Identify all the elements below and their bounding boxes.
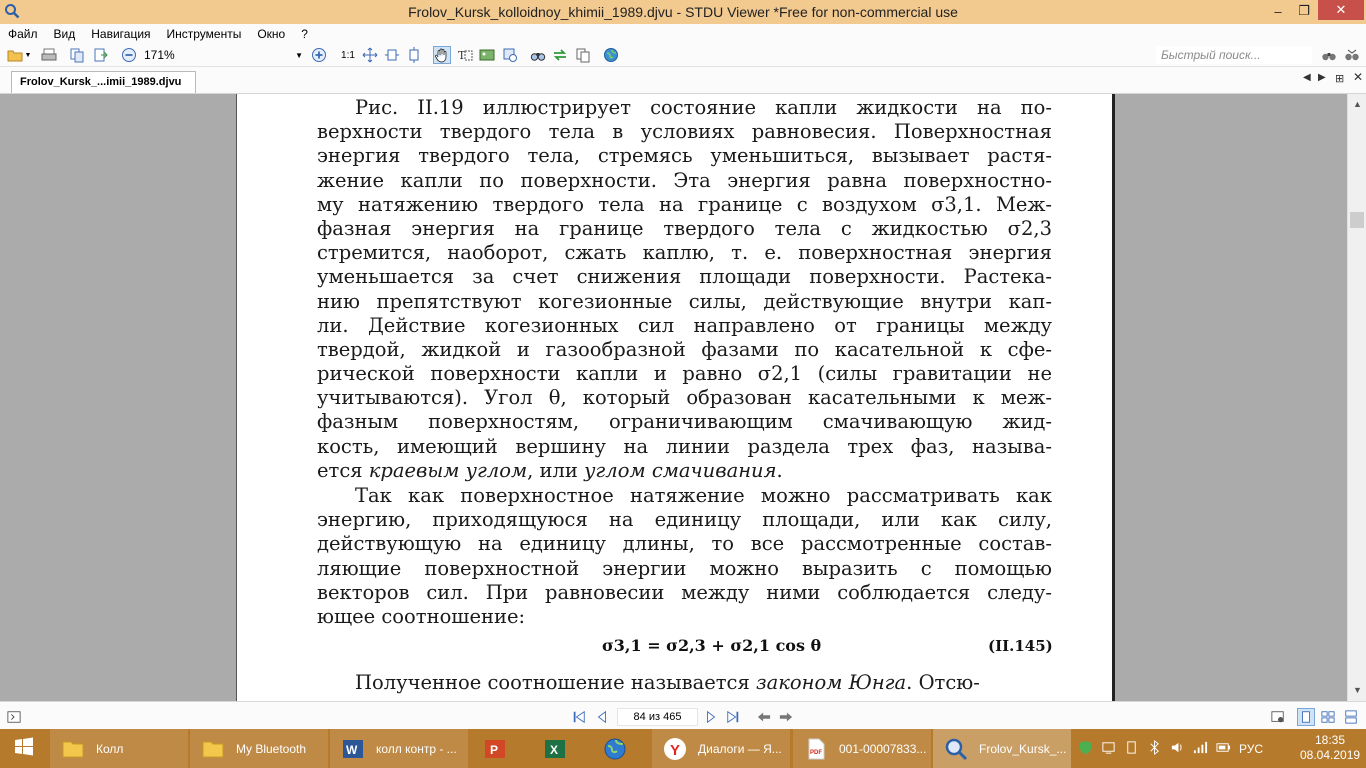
zoom-select[interactable] (140, 46, 305, 64)
text-line: векторов сил. При равновесии между ними соблюдается следу- (317, 580, 1052, 604)
fit-page-icon[interactable] (361, 46, 379, 64)
taskbar-label: Диалоги — Я... (698, 741, 782, 756)
text-line: фазным поверхностям, ограничивающим смачивающую жид- (317, 410, 1052, 434)
text-line: ляющие поверхностной энергии можно выразить с помощью (317, 556, 1052, 580)
stdu-viewer-icon (943, 736, 969, 762)
find-icon[interactable] (529, 46, 547, 64)
tab-next-icon[interactable]: ▶ (1318, 72, 1326, 83)
text-line: ли. Действие когезионных сил направлено от границы между (317, 313, 1052, 337)
zoom-out-icon[interactable] (120, 46, 138, 64)
text-line: жение капли по поверхности. Эта энергия равна поверхностно- (317, 168, 1052, 192)
next-page-icon[interactable] (703, 709, 719, 725)
text-fragment: . (776, 458, 783, 482)
text-line: кость, имеющий вершину на линии раздела трех фаз, называ- (317, 434, 1052, 458)
continuous-view-icon[interactable] (1343, 709, 1359, 725)
windows-logo-icon (14, 737, 34, 760)
text-line: уменьшается за счет снижения площади поверхности. Растека- (317, 265, 1052, 289)
taskbar-label: Колл (96, 741, 124, 756)
taskbar-label: 001-00007833... (839, 741, 927, 756)
history-forward-icon[interactable] (776, 709, 796, 725)
two-page-view-icon[interactable] (1320, 709, 1336, 725)
menu-view[interactable]: Вид (53, 26, 76, 41)
hand-tool-icon[interactable] (433, 46, 451, 64)
term-contact-angle: краевым углом (368, 458, 528, 482)
maximize-button[interactable]: ❐ (1298, 3, 1310, 18)
yandex-icon (662, 736, 688, 762)
menu-bar (0, 24, 1366, 43)
scroll-thumb[interactable] (1350, 212, 1364, 228)
taskbar-item-excel[interactable] (532, 729, 588, 768)
excel-icon (542, 736, 568, 762)
text-fragment: Полученное соотношение называется (355, 671, 756, 694)
network-status-icon[interactable] (1101, 740, 1116, 758)
quick-search-input[interactable]: Быстрый поиск... (1156, 46, 1312, 64)
svg-text:X: X (550, 742, 559, 757)
text-line: учитываются). Угол θ, который образован касательными к меж- (317, 386, 1052, 410)
minimize-button[interactable]: – (1274, 3, 1282, 19)
svg-text:PDF: PDF (810, 749, 822, 756)
snapshot-icon[interactable] (501, 46, 519, 64)
zoom-value: 171% (144, 48, 175, 62)
page-number-input[interactable]: 84 из 465 (617, 708, 698, 726)
clock[interactable] (1300, 733, 1360, 763)
settings-icon[interactable] (1270, 709, 1286, 725)
text-line: энергию, приходящуюся на единицу площади, или как силу, (317, 508, 1052, 532)
globe-icon (602, 736, 628, 762)
select-text-icon[interactable] (456, 46, 474, 64)
text-fragment: , или (527, 458, 585, 482)
search-options-icon[interactable] (1343, 46, 1361, 64)
status-bar (0, 701, 1366, 729)
sync-icon[interactable] (551, 46, 569, 64)
document-page (236, 94, 1115, 701)
toggle-sidebar-icon[interactable] (6, 709, 22, 725)
equation-number: (II.145) (988, 637, 1053, 655)
taskbar-item-powerpoint[interactable] (472, 729, 528, 768)
text-line: му натяжению твердого тела на границе с воздухом σ3,1. Меж- (317, 192, 1052, 216)
text-line (317, 671, 1052, 695)
chevron-down-icon: ▼ (295, 51, 303, 60)
start-button[interactable] (0, 729, 48, 768)
text-line: нию препятствуют когезионные силы, действующие внутри кап- (317, 289, 1052, 313)
scroll-up-icon[interactable]: ▲ (1353, 99, 1362, 109)
text-line: верхности твердого тела в условиях равновесия. Поверхностная (317, 120, 1052, 144)
first-page-icon[interactable] (571, 709, 587, 725)
menu-help[interactable]: ? (301, 26, 308, 41)
tab-strip (0, 67, 1366, 94)
vertical-scrollbar[interactable] (1347, 94, 1366, 701)
svg-text:P: P (490, 742, 499, 757)
taskbar-label: Frolov_Kursk_... (979, 741, 1067, 756)
close-button[interactable]: ✕ (1318, 0, 1364, 20)
formula: σ3,1 = σ2,3 + σ2,1 cos θ (602, 636, 822, 655)
paragraph-2 (317, 484, 1052, 629)
volume-icon[interactable] (1170, 740, 1185, 758)
document-viewport[interactable] (0, 94, 1347, 701)
tab-list-icon[interactable]: ⊞ (1335, 73, 1345, 85)
open-folder-icon[interactable] (6, 46, 24, 64)
taskbar-label: колл контр - ... (376, 741, 457, 756)
menu-tools[interactable]: Инструменты (166, 26, 242, 41)
svg-text:W: W (346, 742, 358, 757)
export-icon[interactable] (91, 46, 109, 64)
menu-file[interactable]: Файл (8, 26, 38, 41)
text-fragment: . Отсю- (906, 671, 980, 694)
clock-date: 08.04.2019 (1300, 748, 1361, 762)
fit-width-icon[interactable] (383, 46, 401, 64)
signal-icon[interactable] (1193, 740, 1208, 758)
term-young-law: законом Юнга (755, 671, 907, 694)
text-line: твердой, жидкой и газообразной фазами по касательной к сфе- (317, 337, 1052, 361)
window-title: Frolov_Kursk_kolloidnoy_khimii_1989.djvu - STDU Viewer *Free for non-commercial use (408, 4, 958, 20)
term-wetting-angle: углом смачивания (584, 458, 777, 482)
paragraph-1 (317, 96, 1052, 483)
title-bar (0, 0, 1366, 24)
svg-text:T: T (458, 49, 466, 62)
taskbar-item-yandex[interactable] (652, 729, 790, 768)
text-line: Так как поверхностное натяжение можно рассматривать как (355, 484, 1052, 507)
taskbar-item-stdu-viewer[interactable] (933, 729, 1071, 768)
usb-device-icon[interactable] (1124, 740, 1139, 758)
powerpoint-icon (482, 736, 508, 762)
last-page-icon[interactable] (725, 709, 741, 725)
text-line (317, 459, 1052, 483)
folder-icon (60, 736, 86, 762)
single-page-view-icon[interactable] (1297, 708, 1315, 726)
bluetooth-icon[interactable] (1147, 740, 1162, 758)
history-back-icon[interactable] (754, 709, 774, 725)
scroll-down-icon[interactable]: ▼ (1353, 685, 1362, 695)
text-line: фазная энергия на границе твердого тела с жидкостью σ2,3 (317, 216, 1052, 240)
taskbar-item-pdf[interactable] (793, 729, 931, 768)
tab-prev-icon[interactable]: ◀ (1303, 72, 1311, 83)
text-line: стремится, наоборот, сжать каплю, т. е. поверхностная энергия (317, 241, 1052, 265)
taskbar-item-word[interactable] (330, 729, 468, 768)
print-icon[interactable] (40, 46, 58, 64)
language-indicator[interactable]: РУС (1239, 741, 1264, 756)
search-binoculars-icon[interactable] (1320, 46, 1338, 64)
text-line: Рис. II.19 иллюстрирует состояние капли жидкости на по- (355, 96, 1052, 119)
svg-text:Y: Y (670, 741, 681, 759)
folder-icon (200, 736, 226, 762)
open-dropdown-icon[interactable]: ▼ (24, 51, 32, 59)
text-line: действующую на единицу длины, то все рассмотренные состав- (317, 532, 1052, 556)
taskbar-label: My Bluetooth (236, 741, 307, 756)
pdf-icon (803, 736, 829, 762)
clock-time: 18:35 (1314, 733, 1346, 747)
battery-icon[interactable] (1216, 740, 1231, 758)
copy-page-icon[interactable] (68, 46, 86, 64)
paragraph-3 (317, 671, 1052, 695)
menu-window[interactable]: Окно (257, 26, 286, 41)
text-line: ющее соотношение: (317, 604, 526, 628)
select-image-icon[interactable] (478, 46, 496, 64)
text-line: энергия твердого тела, стремясь уменьшиться, вызывает растя- (317, 144, 1052, 168)
defender-icon[interactable] (1078, 740, 1093, 758)
menu-navigation[interactable]: Навигация (91, 26, 151, 41)
previous-page-icon[interactable] (594, 709, 610, 725)
fit-height-icon[interactable] (405, 46, 423, 64)
actual-size-button[interactable]: 1:1 (341, 49, 355, 61)
globe-web-icon[interactable] (602, 46, 620, 64)
zoom-in-icon[interactable] (310, 46, 328, 64)
taskbar (0, 729, 1366, 768)
tab-document[interactable]: Frolov_Kursk_...imii_1989.djvu (11, 71, 196, 93)
copy-icon[interactable] (574, 46, 592, 64)
tab-close-icon[interactable]: ✕ (1353, 70, 1364, 84)
taskbar-item-browser[interactable] (592, 729, 648, 768)
taskbar-item-bluetooth[interactable] (190, 729, 328, 768)
text-line: рической поверхности капли и равно σ2,1 (силы гравитации не (317, 362, 1052, 386)
system-tray (1078, 729, 1263, 768)
text-fragment: ется (317, 458, 369, 482)
taskbar-item-koll[interactable] (50, 729, 188, 768)
word-icon (340, 736, 366, 762)
